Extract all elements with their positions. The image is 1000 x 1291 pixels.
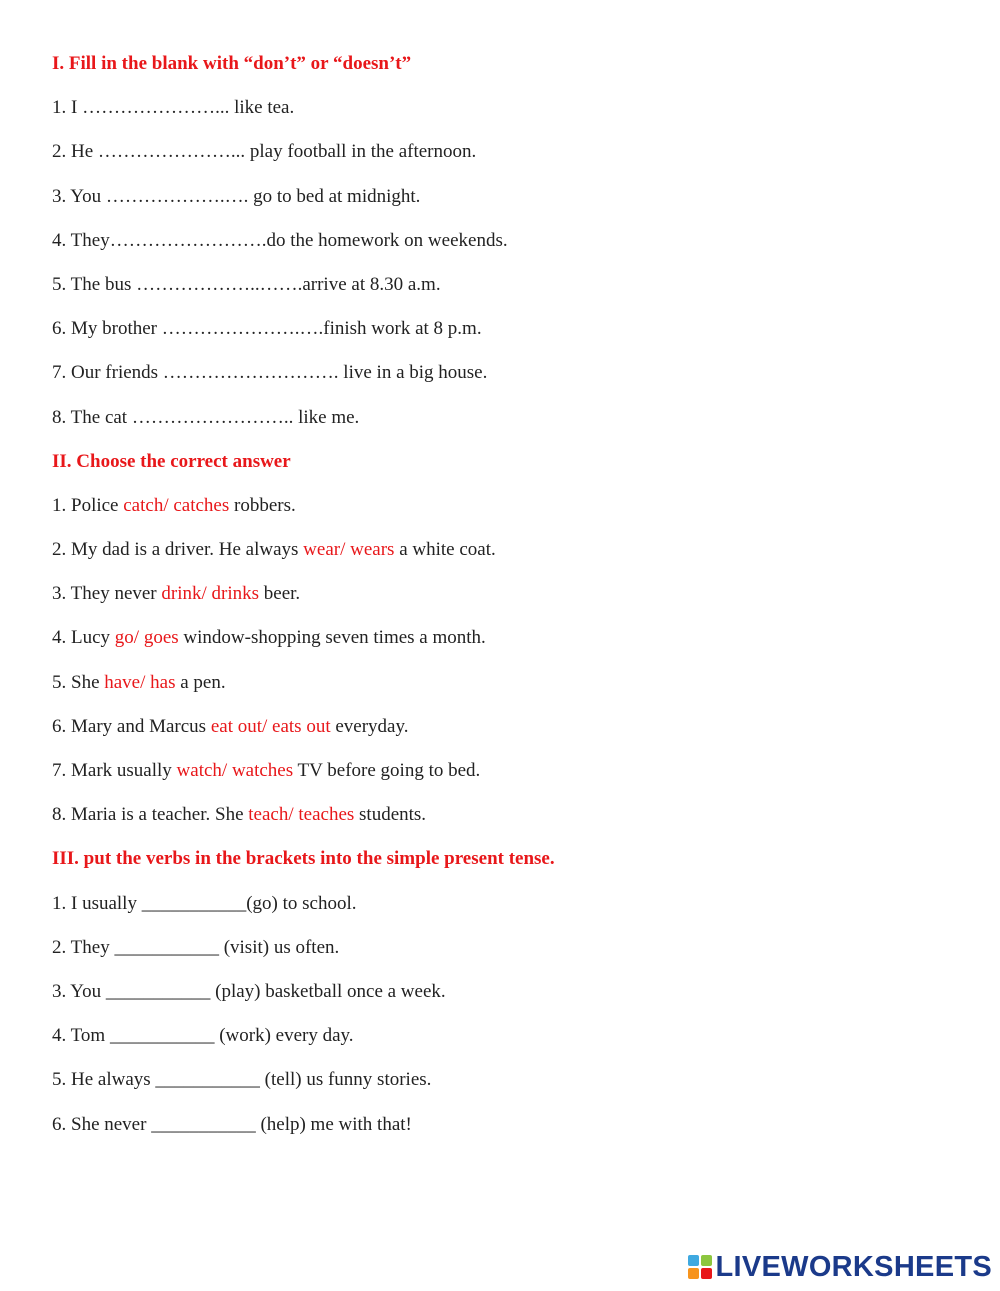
- answer-choice: wear/ wears: [303, 539, 395, 561]
- answer-choice: teach/ teaches: [248, 804, 355, 826]
- answer-choice: catch/ catches: [123, 494, 230, 516]
- exercise-text: a white coat.: [394, 539, 496, 561]
- logo-square-icon: [688, 1268, 699, 1279]
- answer-choice: go/ goes: [114, 627, 179, 649]
- section-2-list: [52, 492, 960, 846]
- logo-text: LIVEWORKSHEETS: [715, 1250, 992, 1283]
- exercise-text: 8. Maria is a teacher. She: [52, 804, 249, 826]
- exercise-text: students.: [354, 804, 427, 826]
- exercise-line: [52, 624, 960, 668]
- exercise-line: 3. You ___________ (play) basketball once a week.: [52, 980, 446, 1002]
- logo-square-icon: [701, 1268, 712, 1279]
- section-3-heading: III. put the verbs in the brackets into the simple present tense.: [52, 848, 555, 870]
- exercise-line: [52, 580, 960, 624]
- exercise-line: [52, 713, 960, 757]
- exercise-line: 4. They…………………….do the homework on weekends.: [52, 229, 508, 251]
- exercise-text: 1. Police: [52, 494, 124, 516]
- exercise-line: [52, 492, 960, 536]
- answer-choice: have/ has: [104, 671, 176, 693]
- logo-square-icon: [688, 1255, 699, 1266]
- answer-choice: drink/ drinks: [161, 583, 260, 605]
- exercise-line: [52, 757, 960, 801]
- exercise-line: 1. I usually ___________(go) to school.: [52, 892, 357, 914]
- exercise-text: beer.: [259, 583, 301, 605]
- exercise-text: a pen.: [175, 671, 226, 693]
- exercise-line: 6. She never ___________ (help) me with that!: [52, 1113, 412, 1135]
- exercise-line: 5. The bus ………………..…….arrive at 8.30 a.m.: [52, 273, 441, 295]
- exercise-text: robbers.: [229, 494, 296, 516]
- exercise-text: 3. They never: [52, 583, 162, 605]
- liveworksheets-logo-icon: [688, 1255, 712, 1279]
- section-1-heading: I. Fill in the blank with “don’t” or “doesn’t”: [52, 53, 412, 74]
- exercise-line: [52, 536, 960, 580]
- answer-choice: watch/ watches: [176, 760, 294, 781]
- exercise-text: window-shopping seven times a month.: [178, 627, 486, 649]
- exercise-line: 2. They ___________ (visit) us often.: [52, 936, 340, 958]
- liveworksheets-logo: [688, 1251, 993, 1283]
- exercise-line: [52, 669, 960, 713]
- section-1-list: [52, 94, 960, 448]
- exercise-text: 5. She: [52, 671, 105, 693]
- section-3-list: [52, 890, 960, 1155]
- exercise-text: 4. Lucy: [52, 627, 115, 649]
- exercise-line: 4. Tom ___________ (work) every day.: [52, 1025, 354, 1047]
- exercise-text: 2. My dad is a driver. He always: [52, 539, 304, 561]
- logo-square-icon: [701, 1255, 712, 1266]
- answer-choice: eat out/ eats out: [210, 715, 331, 737]
- exercise-text: 7. Mark usually: [52, 760, 177, 781]
- exercise-text: everyday.: [330, 715, 409, 737]
- exercise-line: [52, 801, 960, 845]
- exercise-line: 1. I …………………... like tea.: [52, 97, 295, 119]
- worksheet: [52, 50, 960, 1155]
- exercise-line: 3. You ……………….…. go to bed at midnight.: [52, 185, 421, 207]
- exercise-line: 2. He …………………... play football in the afternoon.: [52, 141, 477, 163]
- exercise-line: 5. He always ___________ (tell) us funny stories.: [52, 1069, 432, 1091]
- exercise-line: 7. Our friends ………………………. live in a big house.: [52, 362, 488, 384]
- exercise-text: 6. Mary and Marcus: [52, 715, 211, 737]
- exercise-line: 6. My brother ………………….….finish work at 8 p.m.: [52, 318, 482, 340]
- exercise-text: TV before going to bed.: [293, 760, 481, 781]
- section-2-heading: II. Choose the correct answer: [52, 450, 291, 472]
- exercise-line: 8. The cat …………………….. like me.: [52, 406, 360, 428]
